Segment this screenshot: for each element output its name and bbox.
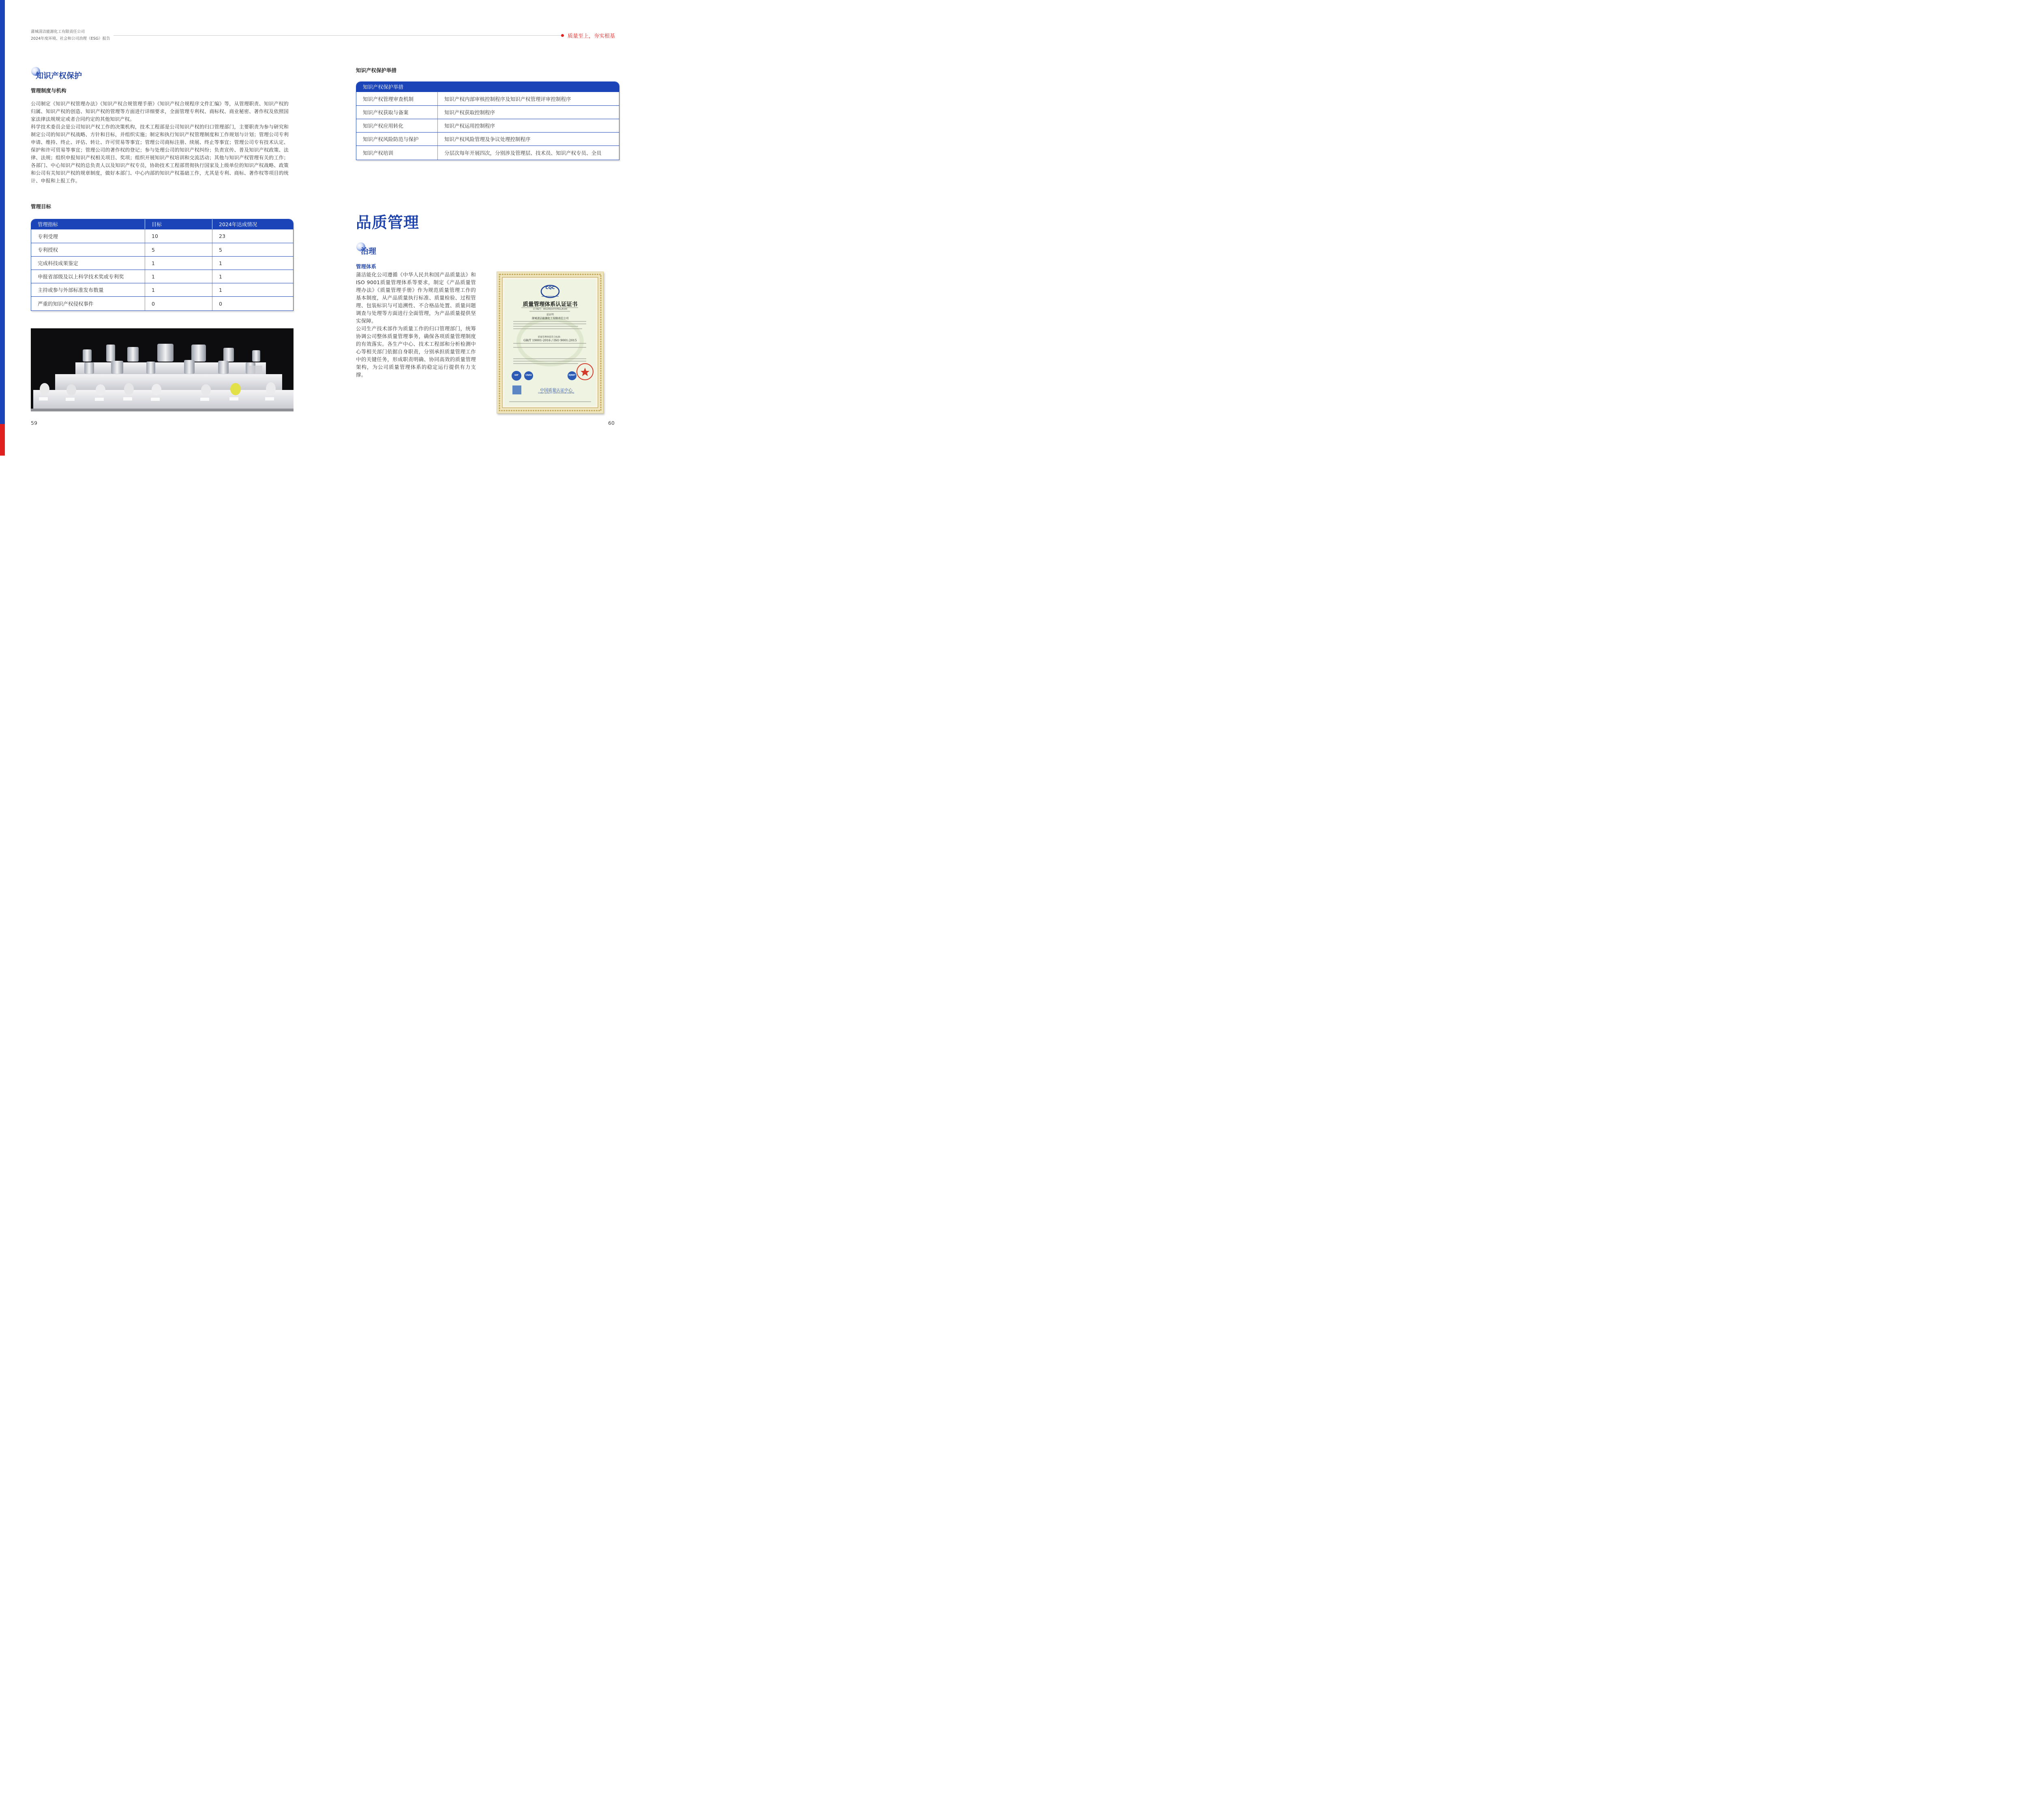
table-cell: 1 [212, 270, 293, 283]
table-cell: 1 [145, 270, 212, 283]
certificate-title: 质量管理体系认证证书 [523, 301, 578, 308]
table-cell: 23 [212, 229, 293, 243]
certificate-attest: 兹证明 [546, 313, 554, 316]
cqc-logo: CQC [545, 286, 555, 290]
paragraph: 蒲洁能化公司遵循《中华人民共和国产品质量法》和ISO 9001质量管理体系等要求，制定《产品质量管理办法》《质量管理手册》作为规范质量管理工作的基本制度，从产品质量执行标准、质量检验、过程管理、包装标识与可追溯性、不合格品处置、质量问题调查与处理等方面进行全面管理，为产品质量提供坚实保障。 [356, 272, 476, 324]
table-cell: 10 [145, 229, 212, 243]
table-row [31, 296, 293, 310]
cnas-badge: CNAS [525, 374, 532, 377]
certificate-issuer-en: CHINA QUALITY CERTIFICATION CENTRE [538, 392, 574, 394]
table-header: 2024年达成情况 [212, 219, 293, 229]
table-cell: 严重的知识产权侵权事件 [31, 296, 145, 310]
table-cell: 1 [212, 256, 293, 270]
paragraph: 公司制定《知识产权管理办法》《知识产权合规管理手册》《知识产权合规程序文件汇编》等，从管理职责、知识产权的归属、知识产权的创造、知识产权的管理等方面进行详细要求，全面管理专利权、商标权、商业秘密、著作权及依照国家法律法规规定或者合同约定的其他知识产权。 [31, 101, 289, 122]
table-cell: 0 [145, 296, 212, 310]
table-cell: 知识产权获取控制程序 [437, 105, 619, 119]
certificate-number: 证书编号：00124Q10737R1L/6100 [533, 308, 568, 310]
quality-certificate-image [497, 272, 604, 413]
left-edge-red-bar [0, 424, 5, 456]
table-header: 知识产权保护举措 [356, 82, 619, 92]
table-cell: 分层次每年开展四次，分别涉及管理层、技术员、知识产权专员、全员 [437, 146, 619, 160]
table-row [31, 256, 293, 270]
paragraph: 公司生产技术部作为质量工作的归口管理部门，统筹协调公司整体质量管理事务，确保各项质量管理制度的有效落实。各生产中心、技术工程部和分析检测中心等相关部门依据自身职责，分别承担质量管理工作中的关键任务，形成职责明确、协同高效的质量管理架构，为公司质量管理体系的稳定运行提供有力支撑。 [356, 325, 476, 378]
table-cell: 知识产权内部审核控制程序及知识产权管理评审控制程序 [437, 92, 619, 105]
table-cell: 5 [212, 243, 293, 256]
table-row [356, 132, 619, 146]
table-cell: 知识产权运用控制程序 [437, 119, 619, 132]
header-slogan: 质量至上，夯实根基 [568, 33, 615, 39]
header-report-title: 2024年度环境、社会和公司治理（ESG）报告 [31, 36, 110, 41]
table-row [31, 283, 293, 296]
table-cell: 知识产权应用转化 [356, 119, 437, 132]
iaf-badge: IAF [514, 374, 519, 377]
header-divider [114, 35, 563, 36]
table-cell: 5 [145, 243, 212, 256]
heading-quality-system: 管理体系 [356, 263, 377, 270]
quality-system-text [356, 271, 476, 379]
table-cell: 知识产权风险防范与保护 [356, 132, 437, 146]
table-cell: 0 [212, 296, 293, 310]
table-row [356, 119, 619, 132]
page-number-right: 60 [608, 420, 615, 426]
table-cell: 1 [145, 256, 212, 270]
table-cell: 知识产权培训 [356, 146, 437, 160]
iqnet-badge: IQNET [568, 374, 576, 377]
ip-measures-table [356, 81, 619, 160]
left-edge-blue-bar [0, 0, 5, 424]
product-display-photo [31, 328, 294, 411]
certificate-scope: 质量管理体系符合标准： [538, 336, 563, 338]
heading-mgmt-goals: 管理目标 [31, 203, 51, 210]
header-company: 蒲城清洁能源化工有限责任公司 [31, 30, 85, 34]
table-cell: 专利受理 [31, 229, 145, 243]
table-row [356, 105, 619, 119]
table-header: 管理指标 [31, 219, 145, 229]
table-cell: 完成科技成果鉴定 [31, 256, 145, 270]
table-cell: 1 [145, 283, 212, 296]
section-title-governance: 治理 [361, 247, 377, 256]
certificate-company: 蒲城清洁能源化工有限责任公司 [531, 317, 569, 320]
page-title-quality-management: 品质管理 [356, 214, 420, 231]
table-cell: 知识产权风险管理及争议处理控制程序 [437, 132, 619, 146]
table-row [31, 270, 293, 283]
heading-mgmt-system: 管理制度与机构 [31, 88, 66, 94]
table-cell: 申报省部级及以上科学技术奖或专利奖 [31, 270, 145, 283]
table-cell: 1 [212, 283, 293, 296]
table-cell: 主持或参与外部标准发布数量 [31, 283, 145, 296]
goals-table [31, 219, 294, 311]
mgmt-system-text [31, 100, 289, 185]
table-row [356, 92, 619, 105]
table-cell: 知识产权获取与备案 [356, 105, 437, 119]
certificate-issuer: 中国质量认证中心 [540, 388, 572, 393]
certificate-standard: GB/T 19001-2016 / ISO 9001:2015 [523, 338, 577, 342]
section-title-ip-protection: 知识产权保护 [36, 71, 82, 80]
page-number-left: 59 [31, 420, 37, 426]
table-row [31, 243, 293, 256]
table-row [31, 229, 293, 243]
table-cell: 知识产权管理审查机制 [356, 92, 437, 105]
paragraph: 科学技术委员会是公司知识产权工作的决策机构，技术工程部是公司知识产权的归口管理部门，主要职责为参与研究和制定公司的知识产权战略、方针和目标，并组织实施；制定和执行知识产权管理制度和工作规划与计划；管理公司专利申请、维持、终止、评估、转让、许可贸易等事宜；管理公司商标注册、续展、终止等事宜；管理公司专有技术认定、保护和许可贸易等事宜；管理公司的著作权的登记；参与处理公司的知识产权纠纷；负责宣传、普及知识产权政策、法律、法规；组织申报知识产权相关项目、奖项；组织开展知识产权培训和交流活动；其他与知识产权管理有关的工作；各部门、中心知识产权的总负责人以及知识产权专员，协助技术工程部贯彻执行国家及上级单位的知识产权战略、政策和公司有关知识产权的规章制度，做好本部门、中心内部的知识产权基础工作，尤其是专利、商标、著作权等项目的统计、申报和上报工作。 [31, 124, 289, 184]
heading-ip-measures: 知识产权保护举措 [356, 67, 397, 73]
header-divider-dot [561, 34, 564, 37]
table-row [356, 146, 619, 160]
table-cell: 专利授权 [31, 243, 145, 256]
table-header: 目标 [145, 219, 212, 229]
